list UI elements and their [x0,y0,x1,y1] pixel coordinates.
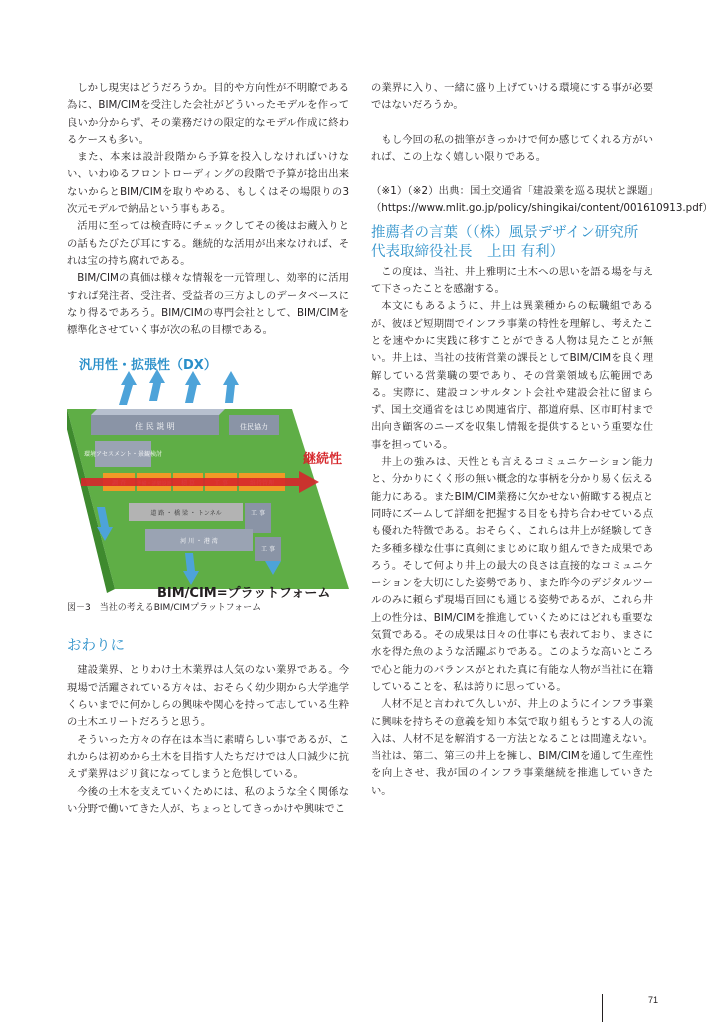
up-arrows [119,369,239,405]
figure-caption: 図－3 当社の考えるBIM/CIMプラットフォーム [67,603,262,614]
body-paragraph: また、本来は設計段階から予算を投入しなければいけない、いわゆるフロントローディングの段階で予算が捻出出来ないからとBIM/CIMを取りやめる、もしくはその場限りの3次元モデルで納品という事もある。 [67,151,349,216]
label-juumin: 住 民 説 明 [135,422,175,432]
body-paragraph: 本文にもあるように、井上は異業種からの転職組であるが、彼ほど短期間でインフラ事業の特性を理解し、考えたことを速やかに実践に移すことができる人物は見たことが無い。井上は、当社の技術営業の課長としてBIM/CIMを良く理解している営業職の要であり、その営業領域も広範囲である。実際に、建設コンサルタント会社や建設会社に留まらず、国土交通省をはじめ関連省庁、都道府県、区市町村まで出向き顧客のニーズを収集し情報を提供するという重要な仕事を担っている。 [371,300,653,451]
body-paragraph: 人材不足と言われて久しいが、井上のようにインフラ事業に興味を持ちその意義を知り本気で取り組もうとする人の流入は、人材不足を解消する一方法となることは間違えない。当社は、第二、第三の井上を擁し、BIM/CIMを通して生産性を向上させ、我が国のインフラ事業継続を推進していきたい。 [371,698,653,797]
label-douro: 道 路 ・ 橋 梁 ・ トンネル [150,510,222,518]
label-juumin-kyouryoku: 住民協力 [240,423,268,432]
label-kankyou: 環境アセスメント・景観検討 [84,451,162,459]
label-continuity: 継続性 [303,452,343,468]
section-title: おわりに [67,638,125,655]
label-kouji2: 工 事 [251,510,265,518]
recommender-title-line1: 推薦者の言葉（（株）風景デザイン研究所 [371,224,639,241]
green-base [67,409,349,589]
body-paragraph: 活用に至っては検査時にチェックしてその後はお蔵入りとの話もたびたび耳にする。継続的な活用が出来なければ、それは宝の持ち腐れである。 [67,220,349,267]
box-kouji2 [245,503,271,533]
platform-figure [67,357,349,601]
recommender-title [371,224,653,262]
right-column [371,80,713,800]
body-paragraph: BIM/CIMの真価は様々な情報を一元管理し、効率的に活用すれば発注者、受注者、受益者の三方よしのデータベースになり得るであろう。BIM/CIMの専門会社として、BIM/CIMを標準化させていく事が次の私の目標である。 [67,272,349,337]
body-paragraph: この度は、当社、井上雅明に土木への思いを語る場を与えて下さったことを感謝する。 [371,265,653,296]
body-paragraph: 今後の土木を支えていくためには、私のような全く関係ない分野で働いてきた人が、ちょっとしてきっかけや興味でこ [67,785,349,815]
label-kouji3: 工 事 [261,546,275,554]
body-paragraph: 井上の強みは、天性とも言えるコミュニケーション能力と、分かりにくく形の無い概念的な事柄を分かり易く伝える能力にある。またBIM/CIM業務に欠かせない俯瞰する視点と同時にズームして詳細を把握する目をも持ち合わせている点も優れた特徴である。おそらく、これらは井上が経験してきた多種多様な仕事に真剣にまじめに取り組んできた成果であろう。そして何より井上の最大の良さは直接的なコミュニケーションを大切にした姿勢であり、また昨今のデジタルツールのみに頼らず現場百回にも通じる姿勢であるが、これら井上の性分は、BIM/CIMを推進していくためにはどれも重要な気質である。その成果は日々の仕事にも表れており、まさに水を得た魚のような活躍ぶりである。このような高いところで心と能力のバランスがとれた真に有能な人物が当社に在籍していることを、私は誇りに思っている。 [371,456,653,693]
label-platform: BIM/CIM=プラットフォーム [157,586,331,602]
reference-note: （※1）（※2）出典：国土交通省「建設業を巡る現状と課題」（https://www.mlit.go.jp/policy/shingikai/content/001610913.pdf） [371,185,713,215]
label-dx: 汎用性・拡張性（DX） [79,358,217,374]
recommender-title-line2: 代表取締役社長 上田 有利） [371,243,565,260]
label-kasen: 河 川 ・ 港 湾 [180,538,218,546]
body-paragraph: の業界に入り、一緒に盛り上げていける環境にする事が必要ではないだろうか。 [371,82,653,112]
body-paragraph: しかし現実はどうだろうか。目的や方向性が不明瞭である為に、BIM/CIMを受注した会社がどういったモデルを作って良いか分からず、その業務だけの限定的なモデル作成に終わるケースも多い。 [67,82,349,146]
left-column [67,80,349,818]
platform-diagram [67,357,349,601]
page-number: 71 [648,995,659,1005]
body-paragraph: そういった方々の存在は本当に素晴らしい事であるが、これからは初めから土木を目指す人たちだけでは人口減少に抗えず業界はジリ貧になってしまうと危惧している。 [67,733,349,781]
body-paragraph: 建設業界、とりわけ土木業界は人気のない業界である。今現場で活躍されている方々は、おそらく幼少期から大学進学くらいまでに何かしらの興味や関心を持って志している生粋の土木エリートだろうと思う。 [67,664,349,729]
body-paragraph: もし今回の私の拙筆がきっかけで何か感じてくれる方がいれば、この上なく嬉しい限りである。 [371,133,653,163]
footer-divider [602,994,603,1022]
